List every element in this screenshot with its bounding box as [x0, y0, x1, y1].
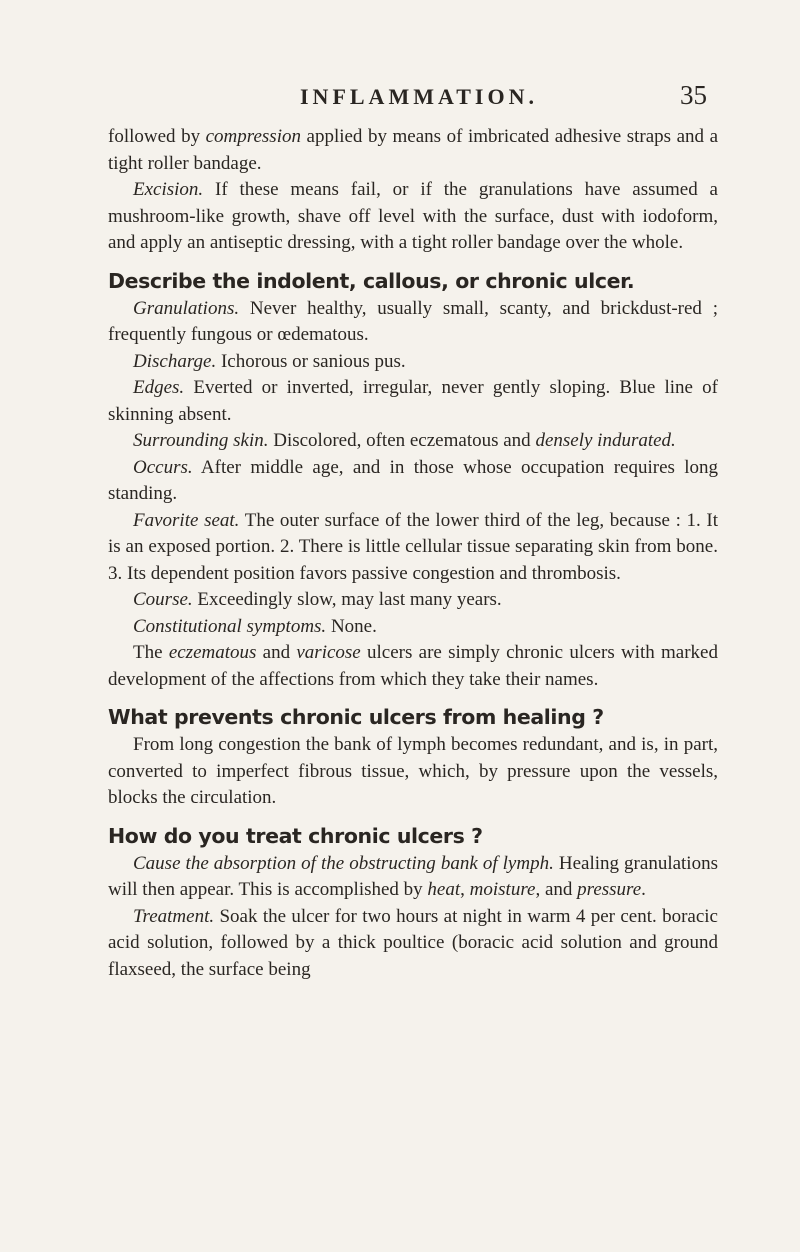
text-run: Healing granulations will then appear. This is accomplished by [108, 852, 718, 900]
paragraph-edges [108, 375, 718, 428]
text-run: and [256, 642, 297, 663]
italic-term: eczematous [168, 642, 257, 663]
italic-term: Favorite seat. [133, 509, 240, 531]
paragraph-course [108, 587, 718, 614]
italic-term: densely indurated. [535, 430, 676, 451]
page-header [0, 80, 800, 114]
text-run: Soak the ulcer for two hours at night in warm 4 per cent. boracic acid solution, followed by a thick poultice (boracic acid solution and ground flaxseed, the surface being [108, 905, 718, 980]
italic-term: varicose [296, 642, 361, 663]
italic-term: compression [205, 126, 301, 147]
paragraph-treatment [108, 904, 718, 984]
italic-term: Granulations. [133, 297, 240, 319]
text-run: Everted or inverted, irregular, never gently sloping. Blue line of skinning absent. [108, 377, 718, 425]
italic-term: moisture [469, 879, 536, 900]
text-run: . [641, 879, 646, 900]
italic-term: Constitutional symptoms. [133, 615, 327, 637]
question-heading: Describe the indolent, callous, or chronic ulcer. [108, 268, 635, 293]
paragraph-excision [108, 177, 718, 257]
page-body [108, 124, 718, 983]
italic-term: Occurs. [133, 456, 193, 478]
text-run: Never healthy, usually small, scanty, and brickdust-red ; frequently fungous or œdematous. [108, 297, 718, 345]
paragraph-granulations [108, 296, 718, 349]
italic-term: Surrounding skin. [133, 430, 269, 451]
italic-term: Excision. [133, 179, 204, 200]
text-run: After middle age, and in those whose occupation requires long standing. [108, 456, 718, 504]
italic-term: Discharge. [133, 350, 217, 372]
question-heading: How do you treat chronic ulcers ? [108, 823, 483, 848]
question-heading: What prevents chronic ulcers from healing ? [108, 705, 604, 729]
text-run: Ichorous or sanious pus. [216, 350, 406, 372]
paragraph-occurs [108, 455, 718, 508]
text-run: None. [326, 615, 377, 637]
paragraph-eczematous-varicose [108, 640, 718, 693]
paragraph-favorite-seat [108, 508, 718, 588]
italic-term: Treatment. [133, 905, 215, 927]
text-run: From long congestion the bank of lymph becomes redundant, and is, in part, converted to imperfect fibrous tissue, which, by pressure upon the vessels, blocks the circulation. [108, 734, 718, 808]
text-run: , and [535, 879, 578, 900]
text-run: followed by [108, 126, 206, 147]
paragraph-cause-absorption [108, 851, 718, 904]
paragraph-continuation [108, 124, 718, 177]
running-head: INFLAMMATION. [300, 84, 538, 109]
text-run: ulcers are simply chronic ulcers with marked development of the affections from which they take their names. [108, 642, 718, 690]
text-run: applied by means of imbricated adhesive straps and a tight roller bandage. [108, 126, 718, 174]
page-number: 35 [680, 80, 707, 110]
text-run: The [133, 642, 169, 663]
italic-term: pressure [577, 879, 642, 900]
text-run: Exceedingly slow, may last many years. [192, 589, 502, 610]
text-run: Discolored, often eczematous and [268, 430, 536, 451]
paragraph-constitutional-symptoms [108, 614, 718, 641]
italic-term: Edges. [133, 377, 185, 398]
italic-term: Cause the absorption of the obstructing bank of lymph. [133, 852, 554, 874]
italic-term: heat [427, 879, 461, 900]
text-run: The outer surface of the lower third of the leg, because : 1. It is an exposed portion. 2. There is little cellular tissue separating skin from bone. 3. Its dependent position favors passive congestion and thrombosis. [108, 509, 719, 584]
italic-term: Course. [133, 589, 193, 610]
text-run: If these means fail, or if the granulations have assumed a mushroom-like growth, shave off level with the surface, dust with iodoform, and apply an antiseptic dressing, with a tight roller bandage over the whole. [108, 179, 718, 253]
paragraph-surrounding-skin [108, 428, 718, 455]
text-run: , [460, 879, 470, 900]
paragraph-congestion [108, 732, 718, 812]
paragraph-discharge [108, 349, 718, 376]
